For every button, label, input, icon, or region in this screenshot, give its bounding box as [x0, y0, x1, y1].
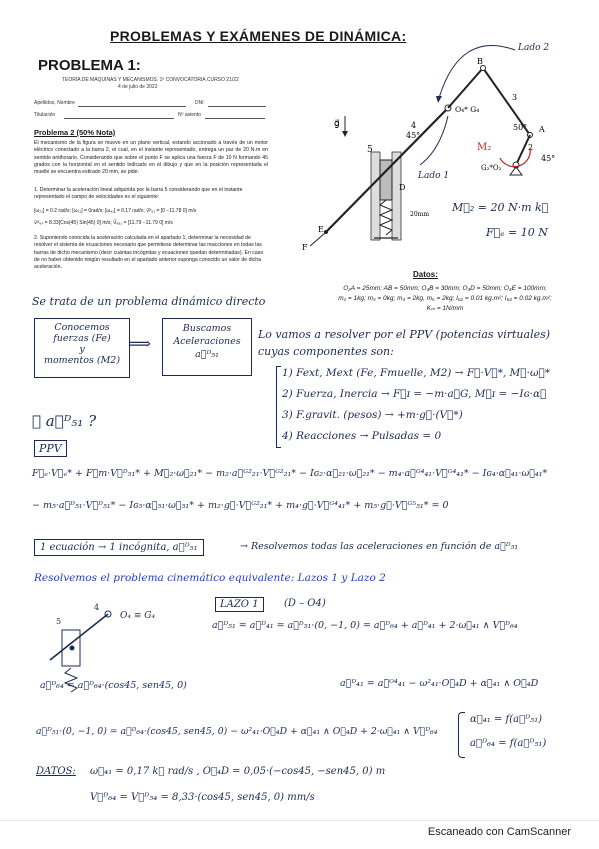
m2-label: M₂	[477, 142, 492, 153]
kinematic-eq-3: a⃗ᴰ₄₁ = a⃗ᴼ⁴₄₁ − ω²₄₁·O⃗₄D + α⃗₄₁ ∧ O⃗₄D	[340, 678, 539, 689]
bar3-label: 3	[512, 93, 518, 102]
kinematic-eq-4: a⃗ᴰ₅₁·(0, −1, 0) = a⃗ᴰ₆₄·(cos45, sen45, 0) − ω²₄₁·O⃗₄D + α⃗₄₁ ∧ O⃗₄D + 2·ω⃗₄₁ ∧ V⃗ᴰ₆₄	[36, 726, 438, 737]
component-3: 3) F.gravit. (pesos) → +m·g⃗·(V⃗*)	[282, 409, 463, 421]
implies-arrow: ⟹	[128, 334, 151, 353]
box-sought-line3: a⃗ᴰ₅₁	[195, 349, 219, 360]
lazo1-box: LAZO 1	[215, 597, 264, 612]
result-brace	[458, 712, 465, 758]
box-sought	[162, 318, 252, 376]
kinematic-eq-2: a⃗ᴰ₆₄ = a⃗ᴰ₆₄·(cos45, sen45, 0)	[40, 680, 187, 691]
note-components: cuyas componentes son:	[258, 345, 394, 358]
sketch-o4g4: O₄ ≡ G₄	[120, 611, 156, 621]
problem-heading: PROBLEMA 1:	[38, 57, 141, 74]
question-1-text: 1. Determinar la aceleración lineal adquirida por la barra 5 considerando que en el instante representado el campo de velocidades es el siguiente:	[34, 187, 243, 201]
question-1-eq1: [ω₂₁] = 0.2 rad/s; [ω₃₁] = 0rad/s; [ω₄₁] = 0.17 rad/s; v⃗ᴰ₅₁ = [0 −11.78 0] m/s	[34, 207, 197, 214]
bar4-label: 4	[411, 121, 417, 130]
problem2-title: Problema 2 (50% Nota)	[34, 128, 116, 137]
note-resolve: → Resolvemos todas las aceleraciones en función de a⃗ᴰ₅₁	[240, 541, 519, 552]
datos-hw-line2: V⃗ᴰ₆₄ = V⃗ᴰ₅₄ = 8,33·(cos45, sen45, 0) mm/s	[90, 792, 315, 803]
gravity-label: g⃗	[334, 119, 340, 129]
field-seat-label: Nº asiento	[178, 112, 201, 118]
slider-guide-left	[371, 152, 380, 240]
mechanism-figure	[0, 0, 599, 300]
slider-guide-right	[392, 152, 401, 240]
datos-line-1: O₂A = 25mm; AB = 50mm; O₄B = 30mm; O₄D = 50mm; O₄E = 100mm;	[343, 285, 547, 292]
datos-hw-title: DATOS:	[36, 766, 76, 777]
lazo2-label: Lado 2	[518, 43, 550, 53]
box-known	[34, 318, 130, 378]
lazo2-arc	[439, 45, 515, 98]
question-2: 2. Suponiendo conocida la aceleración calculada en el apartado 1, determinar la necesidad de resolver el sistema de ecuaciones necesario que permitiese determinar las reacciones en todas las barras de dicho mecanismo (decir cuántas incógnitas y ecuaciones quedan determinadas). En caso de no haber obtenido ningún resultado en el apartado anterior suponga conocido un valor de dicha aceleración.	[34, 235, 264, 271]
lazo1-label: Lado 1	[418, 171, 450, 181]
question-1-eq2: v⃗ᴰ₆₄ = 8.33[Cos(45) Sin(45) 0] m/s; V⃗ₑ₅₁ = [11.79 −11.79 0] m/s	[34, 219, 173, 226]
fe-value: F⃗ₑ = 10 N	[486, 226, 548, 239]
lazo1-points: (D – O4)	[284, 598, 326, 609]
datos-line-2: m₂ = 1kg; m₃ = 0kg; m₄ = 2kg, m₅ = 2kg; I₆₂ = 0.01 kg.m²; I₆₄ = 0.02 kg.m²;	[338, 295, 552, 302]
ppv-equation-line2: − m₅·a⃗ᴰ₅₁·V⃗ᴰ₅₁* − Iɢ₅·α⃗₅₁·ω⃗₅₁* + m₂·g⃗·V⃗ᴳ²₂₁* + m₄·g⃗·V⃗ᴳ⁴₄₁* + m₅·g⃗·V⃗ᴳ⁵₅₁* = 0	[32, 500, 449, 511]
equation-count-box: 1 ecuación → 1 incógnita, a⃗ᴰ₅₁	[34, 539, 204, 556]
spring-label: 20mm	[410, 211, 430, 218]
course-line: TEORÍA DE MÁQUINAS Y MECANISMOS. 1ª CONVOCATORIA CURSO 21/22	[62, 77, 239, 83]
label-e: E	[318, 225, 324, 234]
note-direct-problem: Se trata de un problema dinámico directo	[32, 295, 266, 308]
field-dni-label: DNI	[195, 100, 204, 106]
note-kinematic: Resolvemos el problema cinemático equivalente: Lazos 1 y Lazo 2	[34, 572, 386, 584]
bar2-label: 2	[528, 143, 534, 152]
label-d: D	[399, 183, 406, 192]
kinematic-eq-1: a⃗ᴰ₅₁ = a⃗ᴰ₄₁ = a⃗ᴰ₅₁·(0, −1, 0) = a⃗ᴰ₆₄ + a⃗ᴰ₄₁ + 2·ω⃗₄₁ ∧ V⃗ᴰ₆₄	[212, 620, 518, 631]
datos-title: Datos:	[413, 270, 438, 279]
sketch-bar5-num: 5	[56, 617, 62, 626]
ppv-equation-line1: F⃗ₑ·V⃗ₑ* + F⃗m·V⃗ᴰ₅₁* + M⃗₂·ω⃗₂₁* − m₂·a⃗ᴳ²₂₁·V⃗ᴳ²₂₁* − Iɢ₂·α⃗₂₁·ω⃗₂₁* − m₄·a⃗ᴳ⁴₄₁·V⃗ᴳ⁴₄₁* − Iɢ₄·α⃗₄₁·ω⃗₄₁*	[32, 468, 548, 479]
field-surname-label: Apellidos, Nombre	[34, 100, 75, 106]
camscanner-watermark: Escaneado con CamScanner	[427, 826, 571, 838]
label-b: B	[477, 57, 483, 66]
m2-value: M⃗₂ = 20 N·m k⃗	[452, 201, 549, 214]
angle-45-left: 45°	[406, 131, 421, 140]
bar-4	[326, 108, 448, 232]
bar-o4b	[448, 68, 483, 108]
note-ppv: Lo vamos a resolver por el PPV (potencias virtuales)	[258, 328, 551, 341]
exam-date: 4 de julio de 2022	[118, 84, 158, 90]
page-title: PROBLEMAS Y EXÁMENES DE DINÁMICA:	[110, 28, 407, 44]
label-g2o2: G₂*O₂	[481, 164, 502, 172]
box-known-line1: Conocemos	[54, 322, 110, 333]
datos-hw-line1: ω⃗₄₁ = 0,17 k⃗ rad/s , O⃗₄D = 0,05·(−cos45, −sen45, 0) m	[90, 766, 386, 777]
spring	[380, 200, 392, 235]
label-o4g4: O₄* G₄	[455, 105, 480, 114]
components-bracket	[276, 366, 281, 448]
datos-block	[300, 284, 590, 314]
box-known-line3: y	[79, 344, 85, 355]
angle-50: 50°	[513, 123, 528, 132]
box-known-line2: fuerzas (Fe)	[53, 333, 111, 344]
angle-45-right: 45°	[541, 154, 556, 163]
bar5-label: 5	[367, 145, 373, 155]
box-sought-line1: Buscamos	[182, 323, 232, 334]
a64-function: a⃗ᴰ₆₄ = f(a⃗ᴰ₅₁)	[470, 738, 547, 749]
field-degree-label: Titulación	[34, 112, 56, 118]
problem2-statement: El mecanismo de la figura se mueve en un plano vertical, estando accionado a través de un motor eléctrico conectado a la barra 2, el cual, en el instante representado, entrega un par de 20 N.m en sentido antihorario. Considerando que sobre el punto F se aplica una fuerza F de 10 N formando 45 grados con la horizontal en el sentido indicado en el dibujo y que en la posición representada el muelle se encuentra estirado 20 mm, se pide:	[34, 140, 268, 176]
label-a: A	[539, 125, 545, 134]
question-1-heading: ① a⃗ᴰ₅₁ ?	[32, 412, 97, 430]
label-f: F	[302, 243, 308, 252]
component-4: 4) Reacciones → Pulsadas = 0	[282, 430, 442, 442]
datos-line-3: Kₘ = 1N/mm	[426, 305, 464, 312]
box-known-line4: momentos (M2)	[43, 355, 121, 366]
ppv-box: PPV	[34, 440, 67, 457]
component-1: 1) Fext, Mext (Fe, Fmuelle, M2) → F⃗·V⃗*, M⃗·ω⃗*	[282, 367, 551, 379]
lazo1-sketch	[36, 600, 186, 710]
alpha41-function: α⃗₄₁ = f(a⃗ᴰ₅₁)	[470, 714, 543, 725]
sketch-bar4-num: 4	[94, 603, 100, 612]
component-2: 2) Fuerza, Inercia → F⃗ɪ = −m·a⃗G, M⃗ɪ = −Iɢ·α⃗	[282, 388, 547, 400]
box-sought-line2: Aceleraciones	[173, 336, 241, 347]
